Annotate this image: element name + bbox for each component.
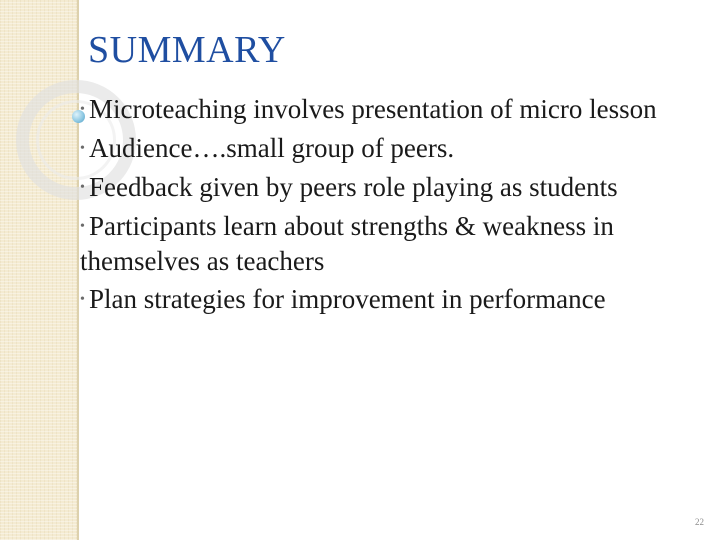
slide-title: SUMMARY	[88, 29, 286, 71]
bullet-icon: •	[80, 292, 85, 307]
bullet-text: Plan strategies for improvement in performance	[89, 284, 606, 314]
page-number: 22	[695, 517, 704, 527]
bullet-text: Audience….small group of peers.	[89, 133, 455, 163]
bullet-icon: •	[80, 180, 85, 195]
bullet-text: Microteaching involves presentation of micro lesson	[89, 94, 657, 124]
bullet-text: Participants learn about strengths & weakness in themselves as teachers	[80, 211, 614, 276]
bullet-item	[80, 209, 700, 278]
bullet-item	[80, 131, 700, 166]
bullet-icon: •	[80, 102, 85, 117]
bullet-item	[80, 170, 700, 205]
bullet-item	[80, 92, 700, 127]
bullet-list	[80, 92, 700, 321]
bullet-item	[80, 282, 700, 317]
bullet-icon: •	[80, 141, 85, 156]
bullet-text: Feedback given by peers role playing as students	[89, 172, 618, 202]
bullet-icon: •	[80, 219, 85, 234]
